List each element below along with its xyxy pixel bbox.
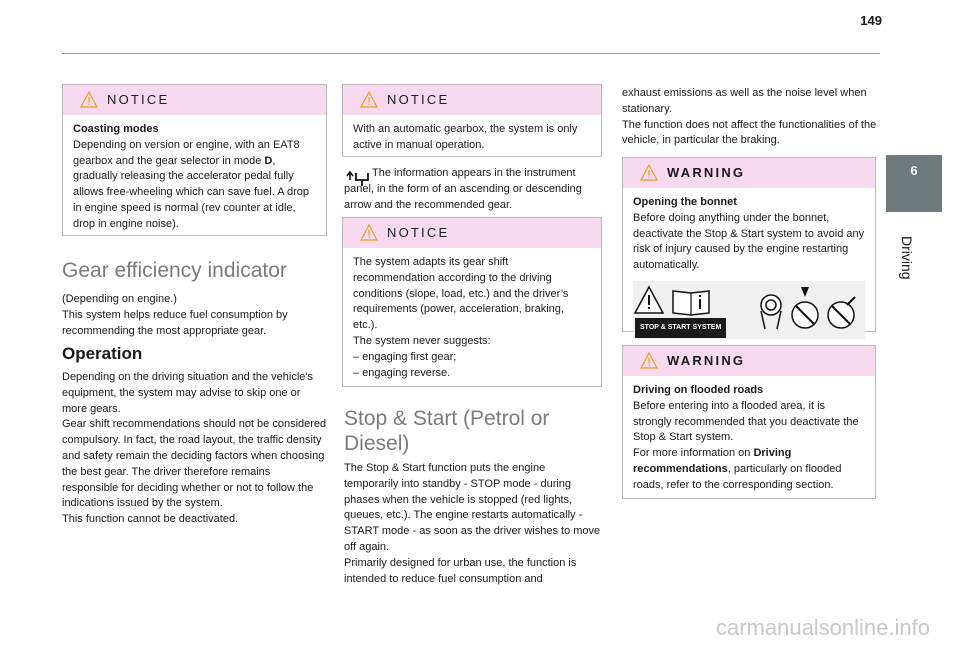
list-item: – engaging reverse. <box>353 366 451 379</box>
stop-start-text: The Stop & Start function puts the engine temporarily into standby - STOP mode - during phases when the vehicle is stopped (red lights, queues, etc.). The engine restarts automatically - START mode - as soon as the driver wishes to move off again. Primarily designed for urban use, the function is intended to reduce fuel consumption and <box>344 462 601 585</box>
chapter-tab[interactable] <box>886 155 942 212</box>
gear-efficiency-intro: (Depending on engine.) This system helps reduce fuel consumption by recommending the most appropriate gear. <box>62 293 288 337</box>
driving-recommendations-link[interactable]: Driving recommendations <box>633 447 792 475</box>
list-item: – engaging first gear; <box>353 350 457 363</box>
stop-start-system-label: STOP & START SYSTEM <box>635 318 726 338</box>
notice-title: NOTICE <box>107 92 170 107</box>
stop-start-continued: exhaust emissions as well as the noise level when stationary. The function does not affect the functionalities of the vehicle, in particular the braking. <box>622 87 877 147</box>
notice-box-adapts <box>342 217 602 387</box>
warning-heading: Driving on flooded roads <box>633 384 764 396</box>
warning-box-flooded <box>622 345 876 499</box>
warning-heading: Opening the bonnet <box>633 196 737 208</box>
warning-triangle-icon <box>360 224 378 241</box>
warning-text: Before entering into a flooded area, it is strongly recommended that you deactivate the Stop & Start system. <box>633 399 859 444</box>
section-title-gear-efficiency: Gear efficiency indicator <box>62 259 287 282</box>
notice-text: The system never suggests: <box>353 334 491 347</box>
warning-title: WARNING <box>667 165 746 180</box>
notice-text: The system adapts its gear shift recommendation according to the driving conditions (slope, load, etc.) and the driver’s requirements (power, acceleration, braking, etc.). <box>353 256 569 332</box>
section-title-stop-start: Stop & Start (Petrol or Diesel) <box>344 407 550 455</box>
notice-heading: Coasting modes <box>73 123 159 135</box>
notice-header <box>63 85 326 115</box>
notice-title: NOTICE <box>387 92 450 107</box>
gear-indicator-info: The information appears in the instrument panel, in the form of an ascending or descending arrow and the recommended gear. <box>344 167 582 211</box>
page-number: 149 <box>860 13 882 28</box>
warning-text: Before doing anything under the bonnet, deactivate the Stop & Start system to avoid any risk of injury caused by the engine restarting automatically. <box>633 211 865 272</box>
warning-triangle-icon <box>640 352 658 369</box>
warning-text: For more information on Driving recommendations, particularly on flooded roads, refer to the corresponding section. <box>633 447 842 491</box>
operation-heading: Operation <box>62 344 143 363</box>
warning-triangle-icon <box>80 91 98 108</box>
notice-text: Depending on version or engine, with an EAT8 gearbox and the gear selector in mode D, gradually releasing the accelerator pedal fully allows free-wheeling which can save fuel. A drop in engine speed is normal (rev counter at idle, drop in engine noise). <box>73 138 310 230</box>
notice-box-automatic <box>342 84 602 157</box>
chapter-number: 6 <box>910 163 918 178</box>
warning-title: WARNING <box>667 353 746 368</box>
safety-pictograms <box>633 281 865 339</box>
watermark: carmanualsonline.info <box>715 615 930 640</box>
warning-triangle-icon <box>360 91 378 108</box>
warning-triangle-icon <box>640 164 658 181</box>
chapter-label: Driving <box>899 236 915 280</box>
notice-title: NOTICE <box>387 225 450 240</box>
notice-box-coasting <box>62 84 327 236</box>
header-rule <box>62 53 880 54</box>
operation-text: Depending on the driving situation and the vehicle's equipment, the system may advise to skip one or more gears. Gear shift recommendations should not be considered compulsory. In fact, the road layout, the traffic density and safety remain the deciding factors when choosing the best gear. The driver therefore remains responsible for deciding whether or not to follow the indications issued by the system. This function cannot be deactivated. <box>62 371 327 526</box>
notice-text: With an automatic gearbox, the system is only active in manual operation. <box>353 123 578 151</box>
warning-box-bonnet <box>622 157 876 332</box>
